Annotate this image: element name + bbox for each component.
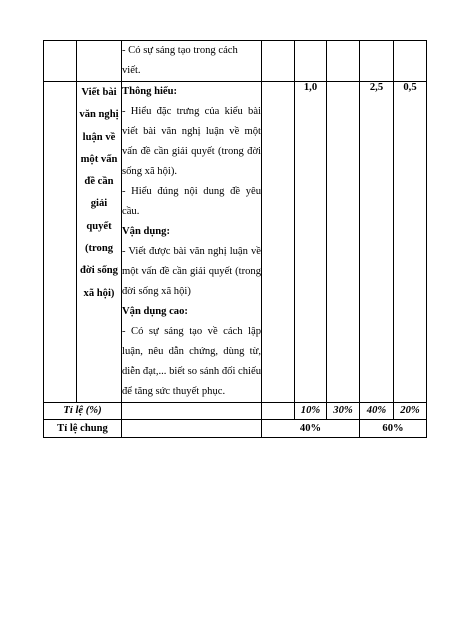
cell-topic [77,41,122,82]
ratio-value: 10% [295,403,327,420]
overall-ratio-right: 60% [360,420,427,438]
requirement-line: - Có sự sáng tạo trong cách [122,45,238,56]
requirement-line: viết. [122,65,141,76]
cell-index [44,41,77,82]
ratio-value: 20% [394,403,427,420]
cell-requirements [122,82,262,403]
ratio-value: 40% [360,403,394,420]
score-application: 2,5 [360,82,394,403]
overall-ratio-label: Tỉ lệ chung [44,420,122,438]
level-heading-comprehension: Thông hiểu: [122,86,178,97]
table-row-ratio [44,403,427,420]
specification-table [43,40,427,438]
ratio-value: 30% [327,403,360,420]
ratio-label: Tỉ lệ (%) [44,403,122,420]
score-comprehension: 1,0 [295,82,327,403]
writing-topic: Viết bài văn nghị luận về một vấn đề cần giải quyết (trong đời sống xã hội) [77,82,122,403]
overall-ratio-left: 40% [262,420,360,438]
requirement-line: - Viết được bài văn nghị luận về một vấn đề cần giải quyết (trong đời sống xã hội) [122,246,261,297]
score-advanced-application: 0,5 [394,82,427,403]
cell-index [44,82,77,403]
cell-requirements [122,41,262,82]
requirement-line: - Hiểu đúng nội dung đề yêu cầu. [122,186,261,217]
table-row-overall-ratio [44,420,427,438]
table-row-continuation [44,41,427,82]
level-heading-advanced-application: Vận dụng cao: [122,306,188,317]
requirement-line: - Có sự sáng tạo về cách lập luận, nêu dẫn chứng, dùng từ, diễn đạt,... biết so sánh đối chiếu để tăng sức thuyết phục. [122,326,261,397]
table-row-essay-writing [44,82,427,403]
level-heading-application: Vận dụng: [122,226,170,237]
requirement-line: - Hiểu đặc trưng của kiểu bài viết bài văn nghị luận về một vấn đề cần giải quyết (trong đời sống xã hội). [122,106,261,177]
